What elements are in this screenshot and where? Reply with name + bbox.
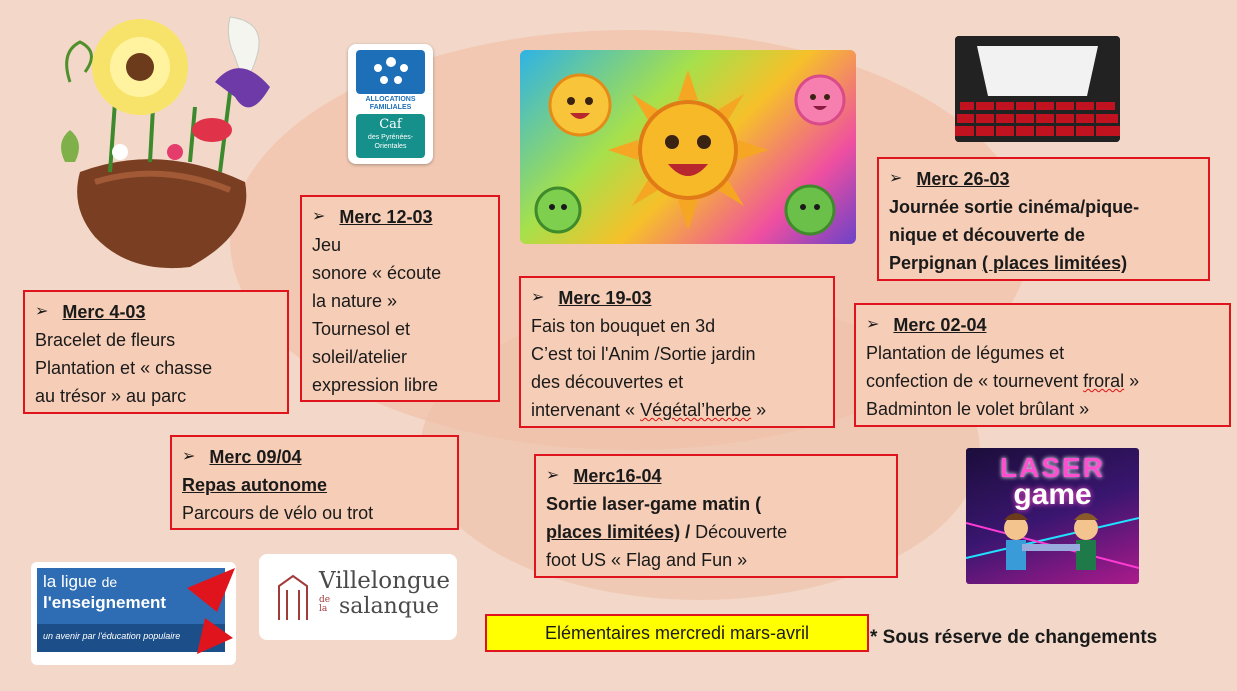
- activity-card-merc-26-03: [877, 157, 1210, 281]
- activity-card-merc-19-03: [519, 276, 835, 428]
- footer-banner: Elémentaires mercredi mars-avril: [485, 614, 869, 652]
- card-line: la nature »: [312, 291, 398, 311]
- laser-game-illustration: [966, 448, 1139, 584]
- caf-logo: [348, 44, 433, 164]
- card-line: sonore « écoute: [312, 263, 442, 283]
- ligue-title-a: la ligue: [43, 572, 97, 591]
- villelongue-name: Villelongue: [319, 568, 451, 594]
- card-line: au trésor » au parc: [35, 386, 187, 406]
- arrow-bullet-icon: ➢: [35, 303, 49, 320]
- activity-card-merc-4-03: [23, 290, 289, 414]
- card-date: Merc 09/04: [209, 447, 302, 467]
- ligue-tagline: un avenir par l'éducation populaire: [43, 631, 181, 641]
- ligue-title-2: l'enseignement: [43, 593, 167, 612]
- arrow-bullet-icon: ➢: [182, 448, 196, 465]
- arrow-bullet-icon: ➢: [312, 208, 326, 225]
- arrow-bullet-icon: ➢: [546, 467, 560, 484]
- card-line: Perpignan: [889, 253, 983, 273]
- card-line: Végétal’herbe: [640, 400, 752, 420]
- card-line: foot US « Flag and Fun »: [546, 550, 748, 570]
- card-line: confection de « tournevent: [866, 371, 1084, 391]
- card-line: froral: [1083, 371, 1125, 391]
- card-line: »: [751, 400, 767, 420]
- card-line: Badminton le volet brûlant »: [866, 399, 1090, 419]
- laser-subtitle: game: [1013, 478, 1092, 511]
- card-line: expression libre: [312, 375, 439, 395]
- arrow-bullet-icon: ➢: [531, 289, 545, 306]
- laser-title: LASER: [1000, 452, 1105, 483]
- card-date: Merc16-04: [573, 466, 662, 486]
- flower-pot-illustration: [40, 12, 285, 277]
- card-line: soleil/atelier: [312, 347, 408, 367]
- card-line: Tournesol et: [312, 319, 411, 339]
- card-line: Fais ton bouquet en 3d: [531, 316, 716, 336]
- ligue-title-b: de: [101, 574, 118, 590]
- card-line: Parcours de vélo ou trot: [182, 503, 374, 523]
- card-line: Repas autonome: [182, 475, 328, 495]
- villelongue-place: salanque: [339, 594, 439, 619]
- card-date: Merc 4-03: [62, 302, 146, 322]
- activity-card-merc-09-04: [170, 435, 459, 530]
- caf-name: Caf: [379, 117, 402, 132]
- caf-sub-2: Orientales: [374, 143, 407, 150]
- arrow-bullet-icon: ➢: [889, 170, 903, 187]
- family-icon: [366, 54, 416, 90]
- card-line: des découvertes et: [531, 372, 684, 392]
- card-date: Merc 26-03: [916, 169, 1010, 189]
- activity-card-merc-12-03: [300, 195, 500, 402]
- card-line: Plantation et « chasse: [35, 358, 213, 378]
- card-line: Découverte: [690, 522, 788, 542]
- card-line: Sortie laser-game matin (: [546, 494, 762, 514]
- sun-illustration: [520, 50, 856, 244]
- ligue-enseignement-logo: [31, 562, 236, 665]
- villelongue-de: de: [319, 595, 331, 605]
- activity-card-merc-02-04: [854, 303, 1231, 427]
- caf-sub-1: des Pyrénées-: [367, 134, 414, 141]
- card-line: /: [680, 522, 691, 542]
- disclaimer-text: * Sous réserve de changements: [870, 627, 1158, 648]
- card-line: places limitées): [546, 522, 681, 542]
- red-arrow-icon: [177, 568, 236, 658]
- card-date: Merc 12-03: [339, 207, 433, 227]
- card-line: nique et découverte de: [889, 225, 1086, 245]
- villelongue-logo: [259, 554, 457, 640]
- card-line: »: [1124, 371, 1140, 391]
- caf-label-2: FAMILIALES: [369, 104, 412, 111]
- card-line: intervenant «: [531, 400, 641, 420]
- caf-label-1: ALLOCATIONS: [365, 96, 416, 103]
- arrow-bullet-icon: ➢: [866, 316, 880, 333]
- card-line: Journée sortie cinéma/pique-: [889, 197, 1140, 217]
- card-line: Jeu: [312, 235, 342, 255]
- card-date: Merc 02-04: [893, 315, 987, 335]
- church-icon: [273, 572, 313, 622]
- villelongue-la: la: [319, 604, 328, 614]
- card-date: Merc 19-03: [558, 288, 652, 308]
- card-line: C’est toi l'Anim /Sortie jardin: [531, 344, 756, 364]
- card-line: ( places limitées): [982, 253, 1128, 273]
- card-line: Plantation de légumes et: [866, 343, 1065, 363]
- card-line: Bracelet de fleurs: [35, 330, 176, 350]
- activity-card-merc-16-04: [534, 454, 898, 578]
- cinema-illustration: [955, 36, 1120, 142]
